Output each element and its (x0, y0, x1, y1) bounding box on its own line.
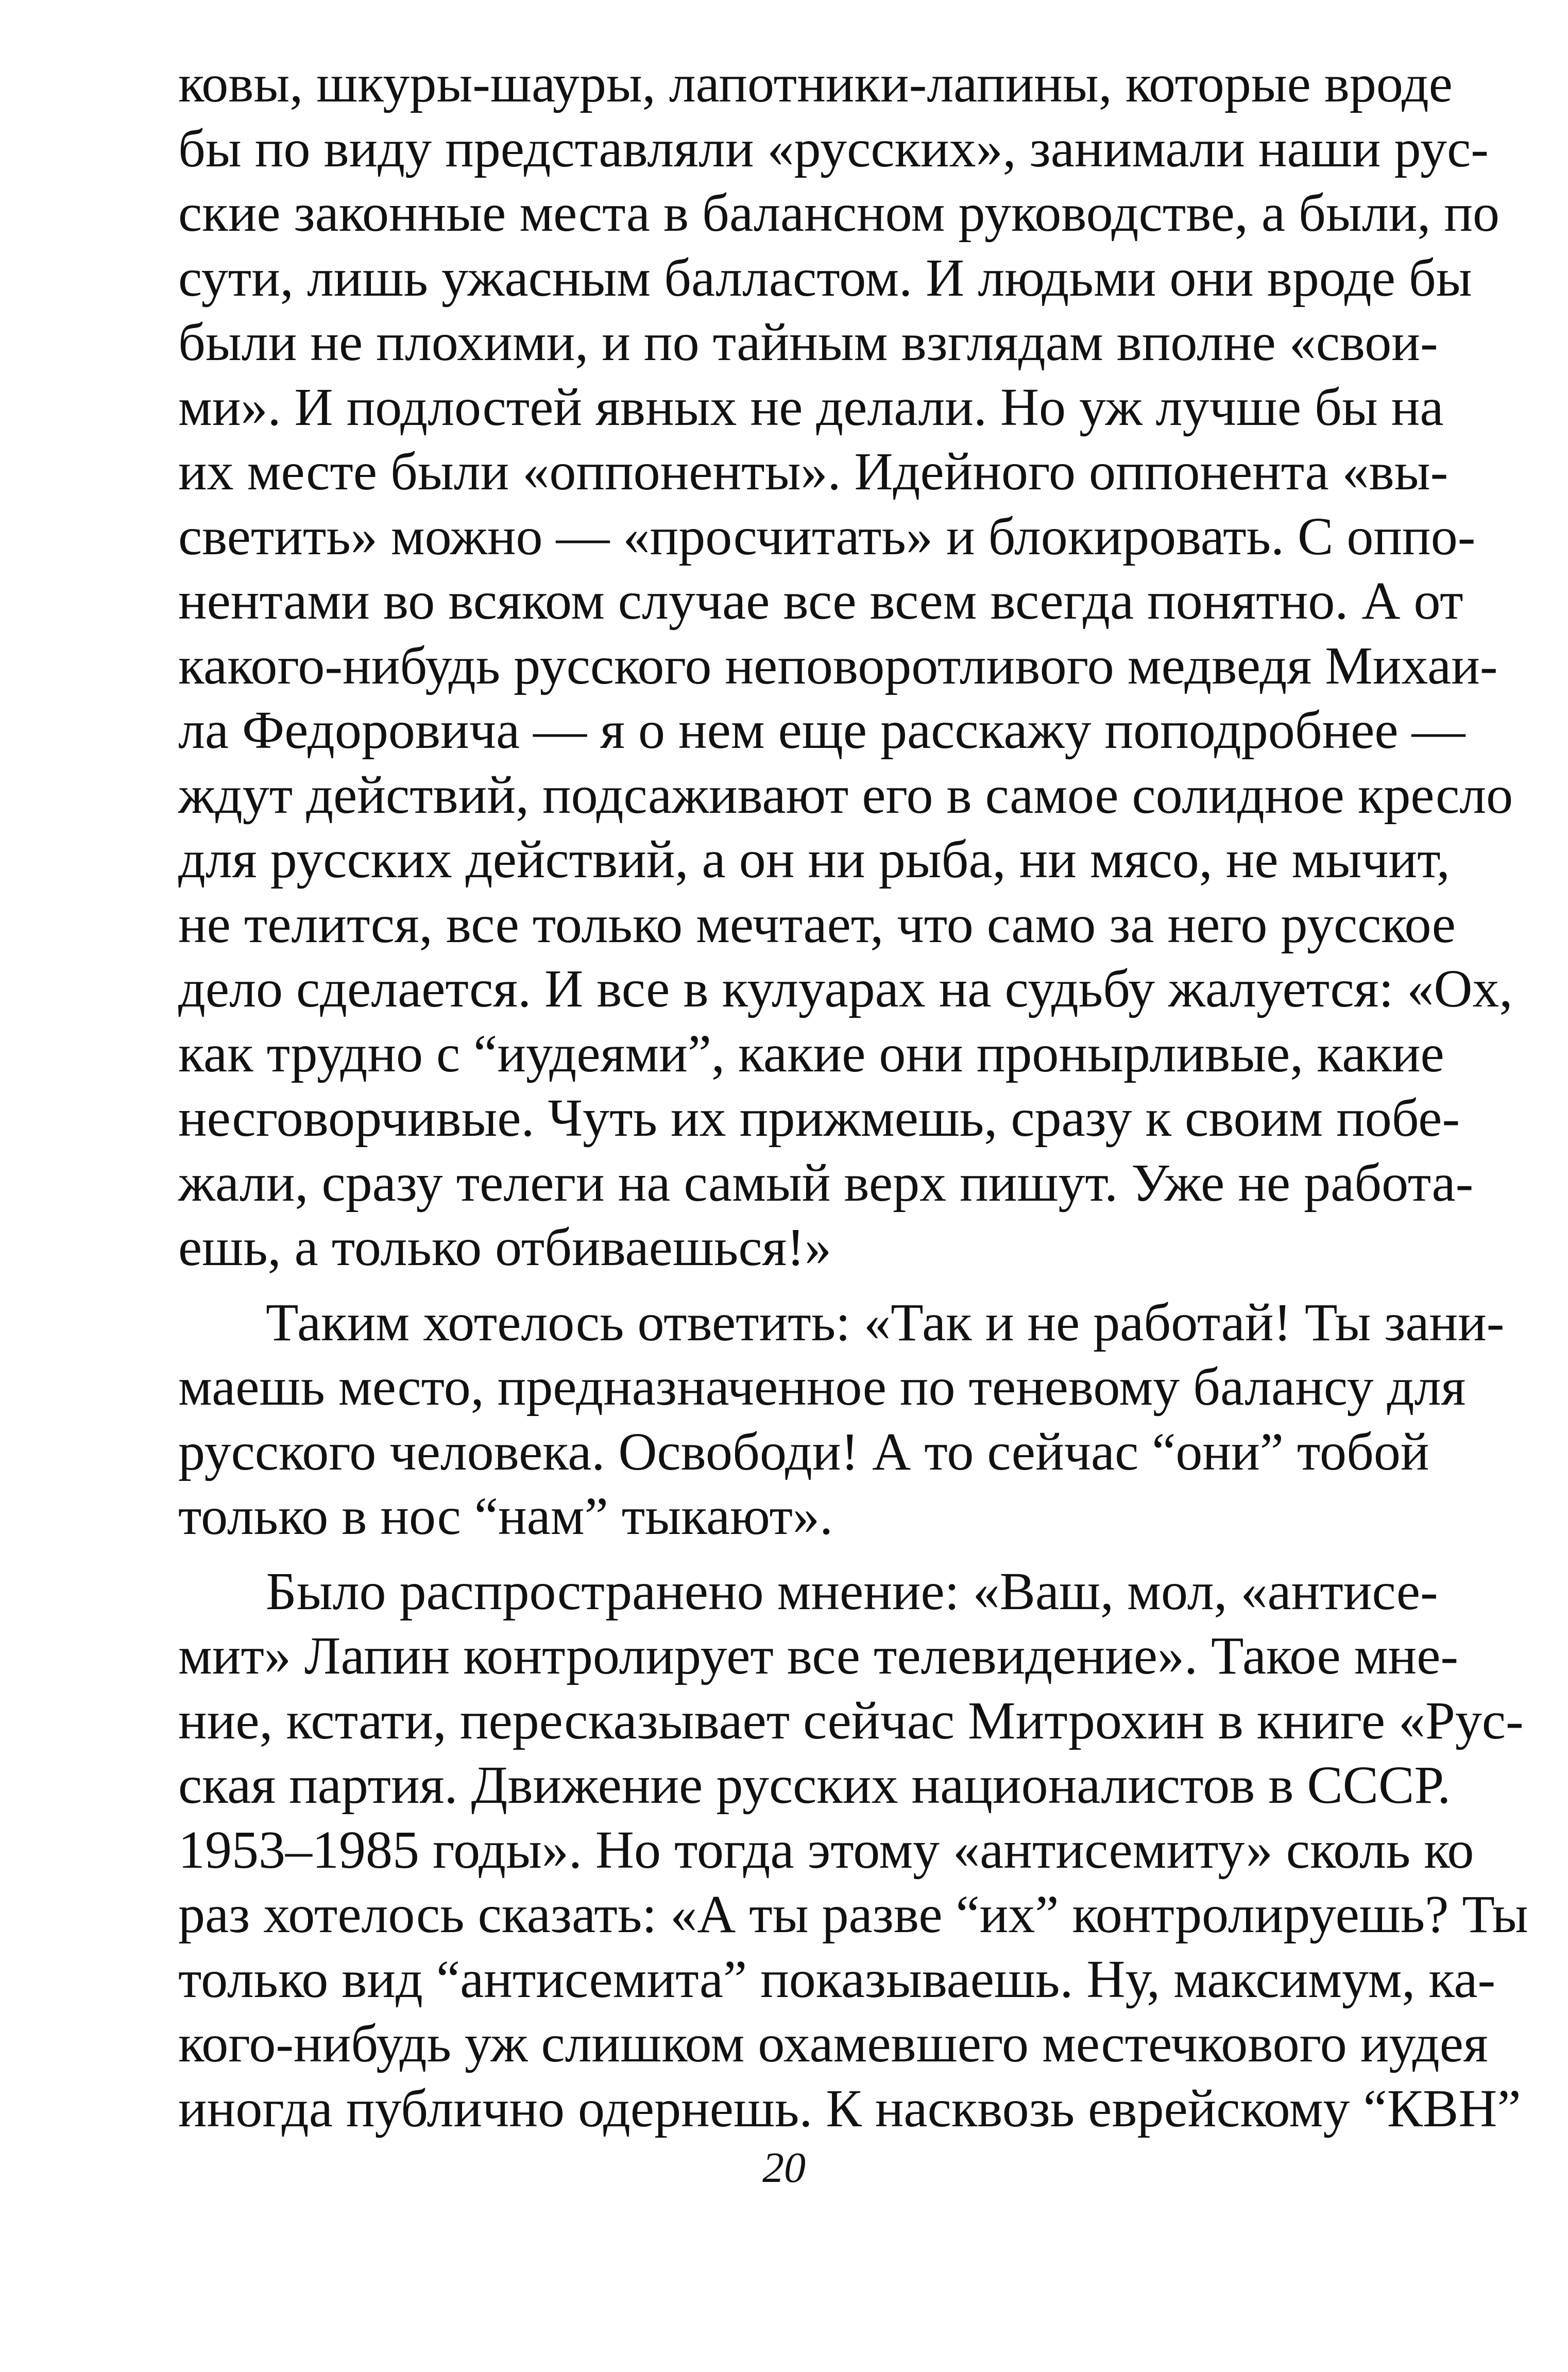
text-line: нентами во всяком случае все всем всегда понятно. А от (178, 571, 1463, 630)
text-line: ские законные места в балансном руководстве, а были, по (178, 183, 1500, 243)
text-line: только в нос “нам” тыкают». (178, 1487, 833, 1546)
text-line: были не плохими, и по тайным взглядам вполне «свои- (178, 313, 1438, 372)
text-line: сути, лишь ужасным балластом. И людьми они вроде бы (178, 248, 1472, 308)
text-line: Таким хотелось ответить: «Так и не работай! Ты зани- (266, 1292, 1505, 1352)
body-text (178, 52, 1528, 2141)
text-line: дело сделается. И все в кулуарах на судьбу жалуется: «Ох, (178, 959, 1513, 1018)
text-line: жали, сразу телеги на самый верх пишут. Уже не работа- (178, 1153, 1474, 1213)
text-line: иногда публично одернешь. К насквозь еврейскому “КВН” (178, 2078, 1521, 2138)
text-line: маешь место, предназначенное по теневому балансу для (178, 1357, 1466, 1417)
text-line: Было распространено мнение: «Ваш, мол, «антисе- (266, 1561, 1438, 1621)
text-line: раз хотелось сказать: «А ты разве “их” контролируешь? Ты (178, 1885, 1528, 1944)
text-line: только вид “антисемита” показываешь. Ну, максимум, ка- (178, 1949, 1496, 2009)
page-number: 20 (762, 2144, 806, 2192)
text-line: русского человека. Освободи! А то сейчас “они” тобой (178, 1422, 1429, 1481)
paragraph-gap (178, 1280, 1425, 1290)
text-line: ская партия. Движение русских националистов в СССР. (178, 1755, 1451, 1815)
text-line: ние, кстати, пересказывает сейчас Митрохин в книге «Рус- (178, 1691, 1524, 1750)
text-line: светить» можно — «просчитать» и блокировать. С оппо- (178, 506, 1476, 566)
text-line: не телится, все только мечтает, что само за него русское (178, 894, 1456, 954)
text-line: как трудно с “иудеями”, какие они пронырливые, какие (178, 1023, 1444, 1083)
text-line: несговорчивые. Чуть их прижмешь, сразу к своим побе- (178, 1088, 1460, 1148)
paragraph (178, 1290, 1505, 1549)
paragraph-gap (178, 1549, 1425, 1559)
text-line: ла Федоровича — я о нем еще расскажу поподробнее — (178, 701, 1465, 760)
text-line: 1953–1985 годы». Но тогда этому «антисемиту» сколь ко (178, 1820, 1474, 1880)
text-line: кого-нибудь уж слишком охамевшего местечкового иудея (178, 2014, 1488, 2073)
paragraph (178, 1559, 1528, 2141)
text-line: мит» Лапин контролирует все телевидение». Такое мне- (178, 1626, 1458, 1685)
text-line: их месте были «оппоненты». Идейного оппонента «вы- (178, 442, 1448, 501)
text-line: ми». И подлостей явных не делали. Но уж лучше бы на (178, 377, 1444, 437)
text-line: для русских действий, а он ни рыба, ни мясо, не мычит, (178, 830, 1450, 889)
text-line: ждут действий, подсаживают его в самое солидное кресло (178, 765, 1513, 825)
text-line: бы по виду представляли «русских», занимали наши рус- (178, 118, 1489, 178)
text-line: какого-нибудь русского неповоротливого медведя Михаи- (178, 636, 1498, 695)
paragraph (178, 52, 1513, 1280)
text-line: ковы, шкуры-шауры, лапотники-лапины, которые вроде (178, 54, 1453, 113)
text-line: ешь, а только отбиваешься!» (178, 1218, 831, 1277)
